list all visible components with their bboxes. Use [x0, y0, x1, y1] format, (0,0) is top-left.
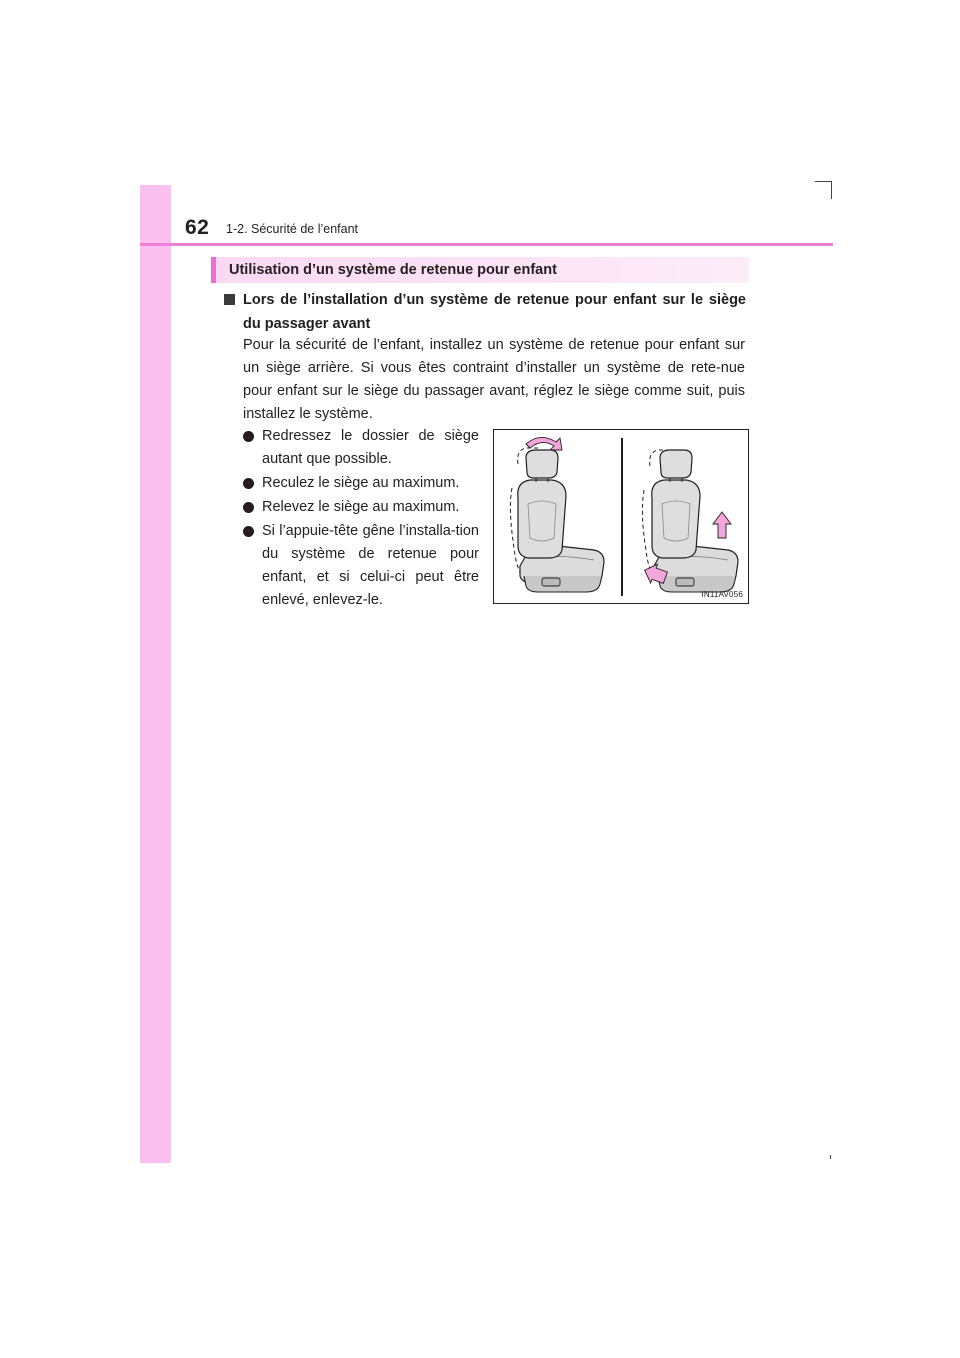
subheading-text: Lors de l’installation d’un système de retenue pour enfant sur le siège du passager avant	[243, 292, 746, 332]
list-item	[243, 496, 479, 519]
crop-mark-horizontal	[815, 181, 832, 182]
list-item	[243, 425, 479, 471]
seat-adjustment-illustration	[493, 429, 749, 604]
instruction-list	[243, 425, 479, 613]
bullet-dot-icon	[243, 526, 254, 537]
body-paragraph: Pour la sécurité de l’enfant, installez un système de retenue pour enfant sur un siège arrière. Si vous êtes contraint d’installer un système de rete-nue pour enfant sur le siège du passager avant, réglez le siège comme suit, puis installez le système.	[243, 337, 745, 422]
page-number: 62	[185, 216, 210, 239]
square-bullet-icon	[224, 294, 235, 305]
curved-arrow-icon	[526, 437, 562, 450]
header-rule	[140, 243, 833, 246]
crop-mark-vertical	[831, 181, 832, 199]
list-item-text: Redressez le dossier de siège autant que possible.	[262, 428, 479, 467]
list-item-text: Reculez le siège au maximum.	[262, 475, 460, 491]
figure-code: IN11AV056	[701, 590, 743, 599]
crop-mark-bottom	[830, 1155, 831, 1159]
list-item-text: Si l’appuie-tête gêne l’installa-tion du système de retenue pour enfant, et si celui-ci peut être enlevé, enlevez-le.	[262, 523, 479, 608]
list-item-text: Relevez le siège au maximum.	[262, 499, 460, 515]
list-item	[243, 472, 479, 495]
list-item	[243, 520, 479, 612]
bullet-dot-icon	[243, 478, 254, 489]
subheading	[224, 288, 746, 336]
section-heading: Utilisation d’un système de retenue pour enfant	[211, 257, 749, 283]
up-arrow-icon	[713, 512, 731, 538]
seat-left	[510, 437, 604, 592]
section-label: 1-2. Sécurité de l’enfant	[226, 222, 359, 236]
bullet-dot-icon	[243, 431, 254, 442]
seat-illustration-svg	[494, 430, 750, 605]
page-side-band	[140, 185, 171, 1163]
bullet-dot-icon	[243, 502, 254, 513]
